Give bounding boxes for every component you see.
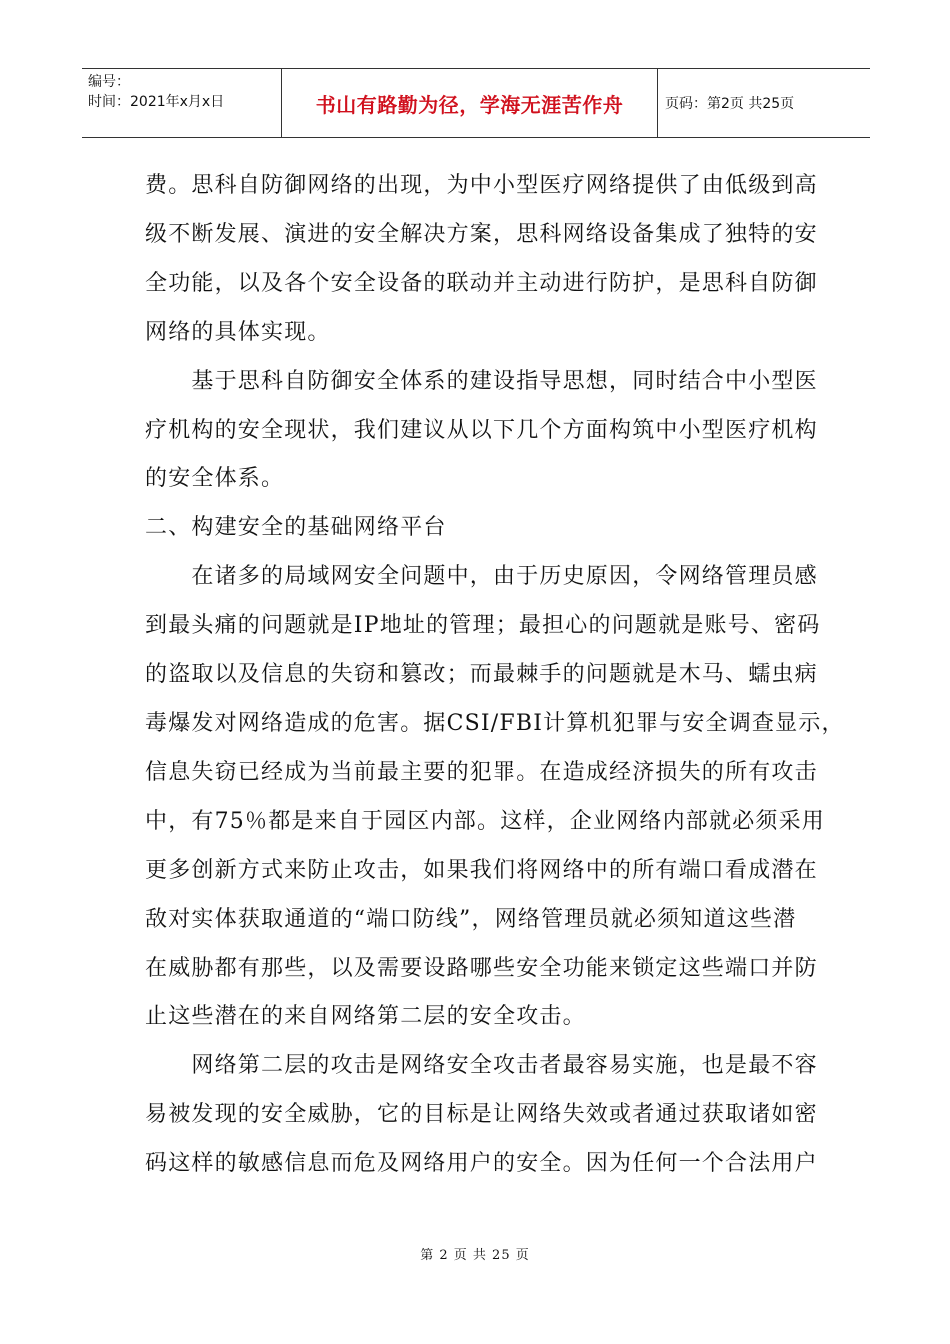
body-line: 毒爆发对网络造成的危害。据CSI/FBI计算机犯罪与安全调查显示， [145,710,845,736]
body-line: 的安全体系。 [145,466,285,492]
document-header [82,68,870,138]
body-line: 止这些潜在的来自网络第二层的安全攻击。 [145,1004,586,1030]
header-motto: 书山有路勤为径，学海无涯苦作舟 [281,69,658,137]
page-footer: 第 2 页 共 25 页 [420,1248,530,1263]
body-line: 码这样的敏感信息而危及网络用户的安全。因为任何一个合法用户 [145,1151,818,1177]
body-line: 到最头痛的问题就是IP地址的管理；最担心的问题就是账号、密码 [145,613,821,639]
header-page-info: 页码：第2页 共25页 [665,96,795,112]
body-line: 在诸多的局域网安全问题中，由于历史原因，令网络管理员感 [145,564,818,590]
body-line: 更多创新方式来防止攻击，如果我们将网络中的所有端口看成潜在 [145,857,818,883]
body-line: 信息失窃已经成为当前最主要的犯罪。在造成经济损失的所有攻击 [145,759,818,785]
header-meta [82,69,281,137]
document-body [145,162,845,1189]
body-line: 在威胁都有那些，以及需要设路哪些安全功能来锁定这些端口并防 [145,955,818,981]
body-line: 级不断发展、演进的安全解决方案，思科网络设备集成了独特的安 [145,221,818,247]
body-line: 基于思科自防御安全体系的建设指导思想，同时结合中小型医 [145,368,818,394]
body-line: 易被发现的安全威胁，它的目标是让网络失效或者通过获取诸如密 [145,1102,818,1128]
document-number-label: 编号： [88,74,130,90]
body-line: 费。思科自防御网络的出现，为中小型医疗网络提供了由低级到高 [145,173,818,198]
body-line: 中，有75％都是来自于园区内部。这样，企业网络内部就必须采用 [145,808,825,834]
body-line: 敌对实体获取通道的“端口防线”，网络管理员就必须知道这些潜 [145,906,797,932]
body-line: 全功能，以及各个安全设备的联动并主动进行防护，是思科自防御 [145,270,818,296]
section-heading: 二、构建安全的基础网络平台 [145,515,447,541]
body-line: 网络的具体实现。 [145,319,331,345]
document-date: 时间：2021年x月x日 [88,94,225,110]
body-line: 的盗取以及信息的失窃和篡改；而最棘手的问题就是木马、蠕虫病 [145,662,818,688]
body-line: 疗机构的安全现状，我们建议从以下几个方面构筑中小型医疗机构 [145,417,818,443]
body-line: 网络第二层的攻击是网络安全攻击者最容易实施，也是最不容 [145,1053,818,1079]
